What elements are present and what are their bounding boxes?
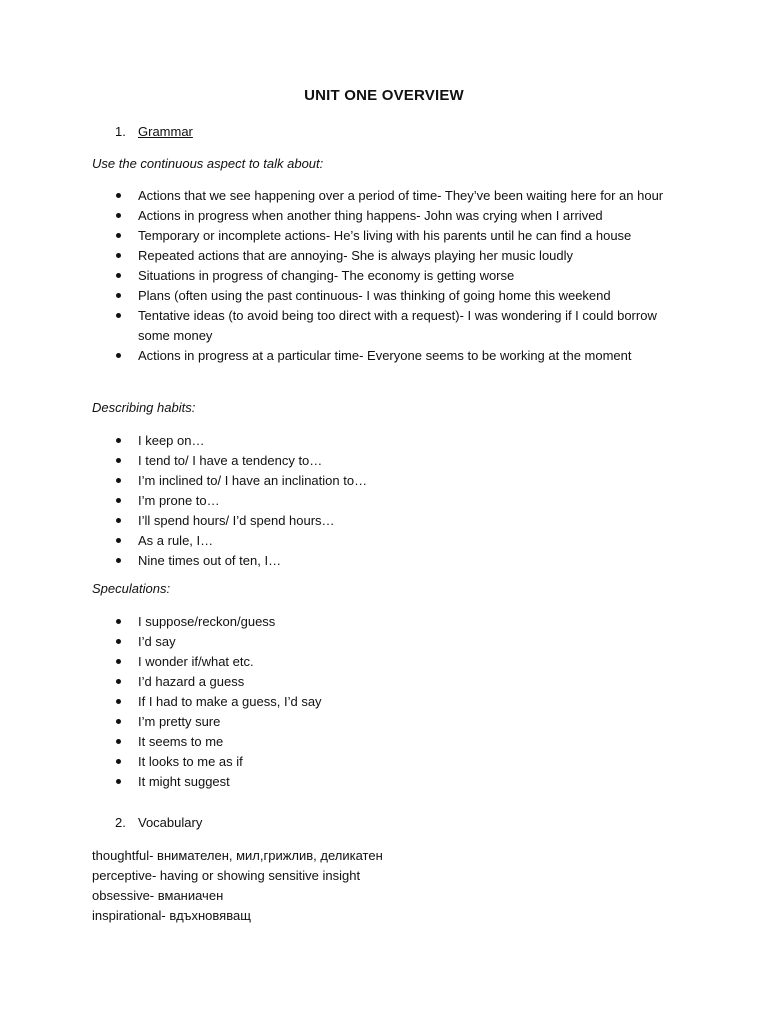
section-label: Grammar [138,124,193,139]
list-item: I’m inclined to/ I have an inclination to… [0,471,668,491]
list-item: I’d hazard a guess [0,672,668,692]
continuous-aspect-heading: Use the continuous aspect to talk about: [92,156,324,171]
speculations-list [0,612,768,792]
list-item: It might suggest [0,772,668,792]
list-item: Nine times out of ten, I… [0,551,668,571]
speculations-heading: Speculations: [92,581,171,596]
habits-heading: Describing habits: [92,400,196,415]
section-number: 2. [115,815,126,830]
vocabulary-list [92,846,383,926]
list-item: I suppose/reckon/guess [0,612,668,632]
list-item: Plans (often using the past continuous- I was thinking of going home this weekend [0,286,668,306]
section-heading-vocabulary [115,813,202,833]
list-item: I’m prone to… [0,491,668,511]
page-title: UNIT ONE OVERVIEW [304,87,464,104]
list-item: Actions in progress when another thing happens- John was crying when I arrived [0,206,668,226]
section-heading-grammar [115,122,193,142]
list-item: It looks to me as if [0,752,668,772]
list-item: As a rule, I… [0,531,668,551]
list-item: If I had to make a guess, I’d say [0,692,668,712]
list-item: Tentative ideas (to avoid being too direct with a request)- I was wondering if I could borrow some money [0,306,668,346]
list-item: I’ll spend hours/ I’d spend hours… [0,511,668,531]
list-item: Temporary or incomplete actions- He’s living with his parents until he can find a house [0,226,668,246]
section-label: Vocabulary [138,815,203,830]
list-item: I wonder if/what etc. [0,652,668,672]
vocabulary-entry: perceptive- having or showing sensitive insight [92,868,361,883]
list-item: I’m pretty sure [0,712,668,732]
section-number: 1. [115,124,126,139]
list-item: Situations in progress of changing- The economy is getting worse [0,266,668,286]
continuous-aspect-list [0,186,768,366]
vocabulary-entry: obsessive- вманиачен [92,888,224,903]
list-item: I’d say [0,632,668,652]
list-item: Repeated actions that are annoying- She is always playing her music loudly [0,246,668,266]
vocabulary-entry: thoughtful- внимателен, мил,грижлив, деликатен [92,848,383,863]
list-item: It seems to me [0,732,668,752]
list-item: Actions in progress at a particular time- Everyone seems to be working at the moment [0,346,668,366]
habits-list [0,431,768,571]
vocabulary-entry: inspirational- вдъхновяващ [92,908,251,923]
list-item: I tend to/ I have a tendency to… [0,451,668,471]
list-item: Actions that we see happening over a period of time- They’ve been waiting here for an hour [0,186,668,206]
list-item: I keep on… [0,431,668,451]
